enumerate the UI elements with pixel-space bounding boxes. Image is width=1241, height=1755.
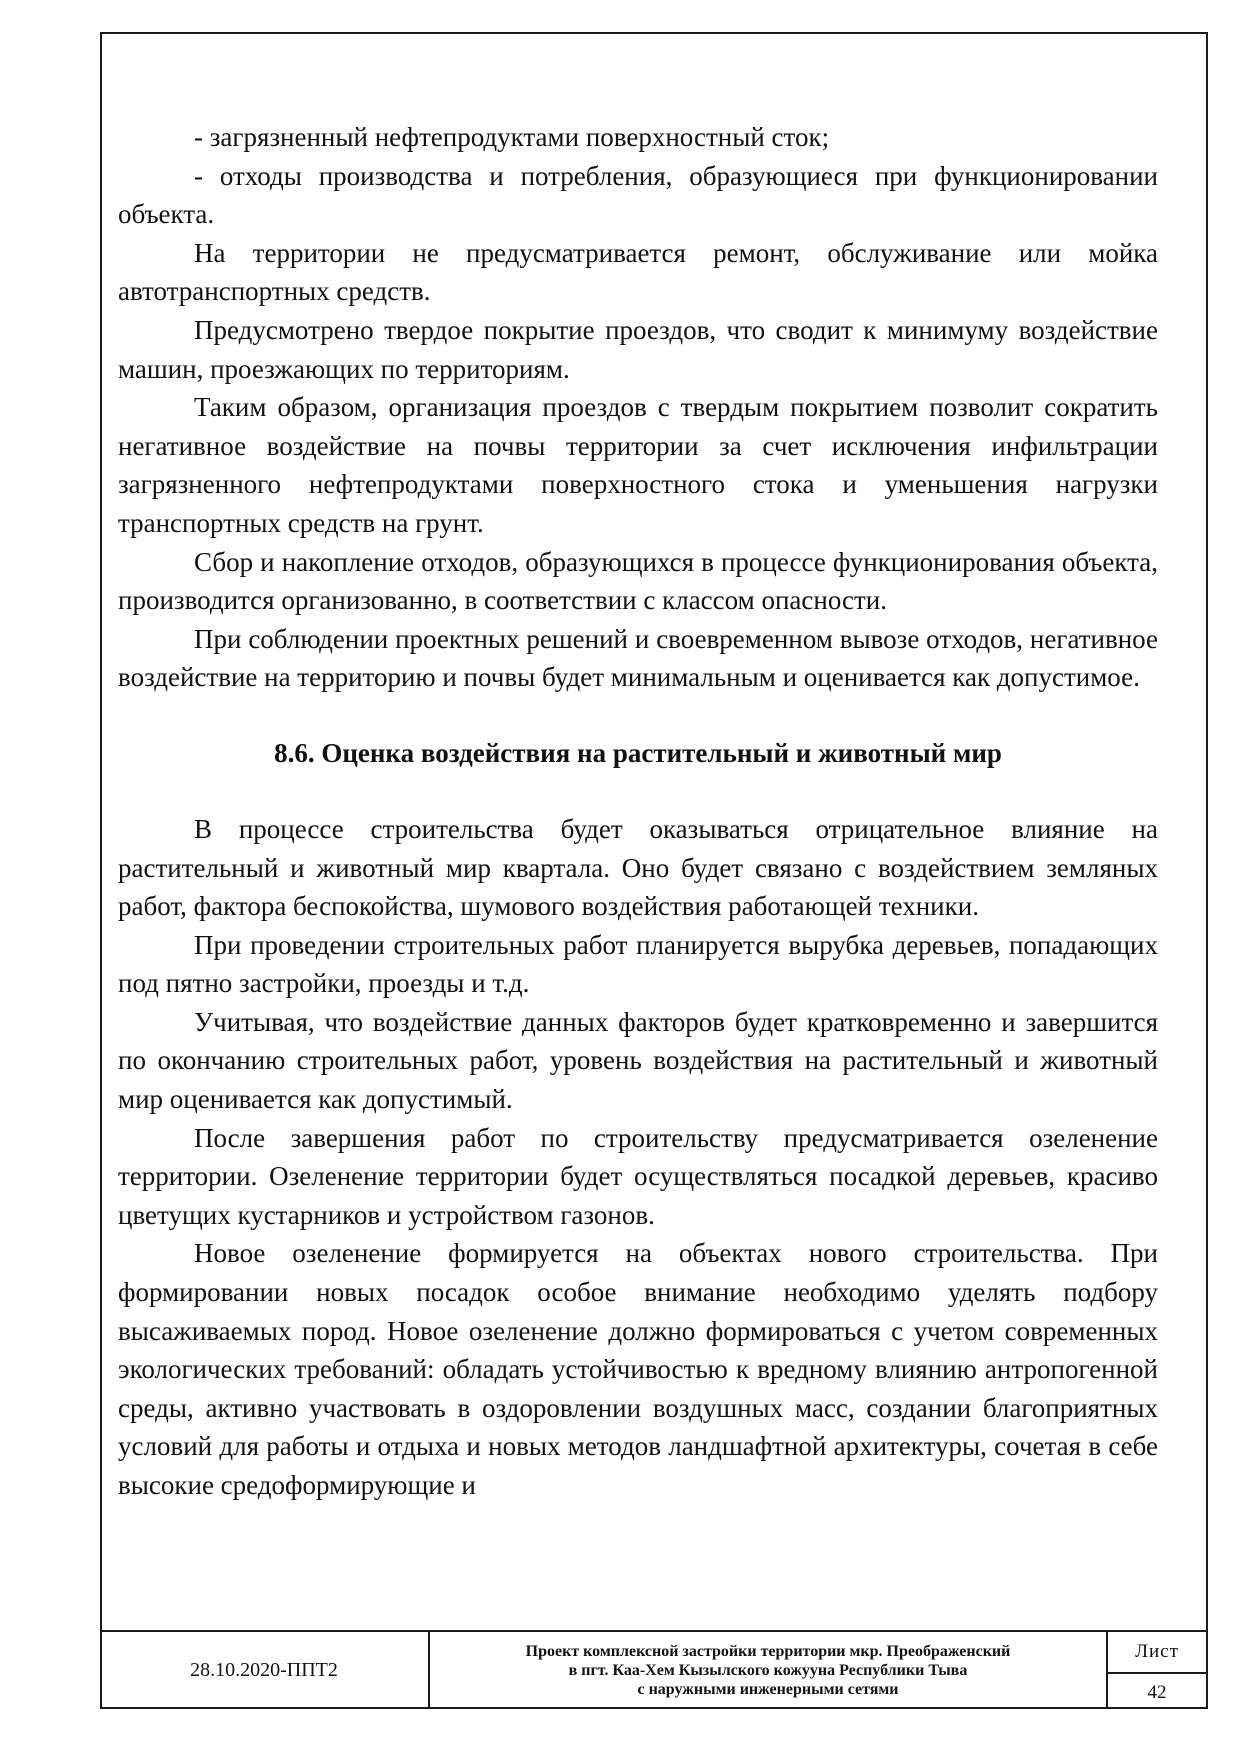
project-title-line: Проект комплексной застройки территории мкр. Преображенский — [525, 1643, 1011, 1660]
title-block — [100, 1630, 1208, 1709]
paragraph: При соблюдении проектных решений и своевременном вывозе отходов, негативное воздействие на территорию и почвы будет минимальным и оценивается как допустимое. — [118, 623, 1158, 693]
section-heading: 8.6. Оценка воздействия на растительный и животный мир — [274, 737, 1002, 768]
paragraph: На территории не предусматривается ремонт, обслуживание или мойка автотранспортных средств. — [118, 237, 1158, 307]
document-code: 28.10.2020-ППТ2 — [100, 1632, 430, 1709]
paragraph: Учитывая, что воздействие данных факторов будет кратковременно и завершится по окончанию строительных работ, уровень воздействия на растительный и животный мир оценивается как допустимый. — [118, 1006, 1158, 1115]
paragraph: В процессе строительства будет оказываться отрицательное влияние на растительный и животный мир квартала. Оно будет связано с воздействием земляных работ, фактора беспокойства, шумового воздействия работающей техники. — [118, 813, 1158, 922]
paragraph: Новое озеленение формируется на объектах нового строительства. При формировании новых посадок особое внимание необходимо уделять подбору высаживаемых пород. Новое озеленение должно формироваться с учетом современных экологических требований: обладать устойчивостью к вредному влиянию антропогенной среды, активно участвовать в оздоровлении воздушных масс, создании благоприятных условий для работы и отдыха и новых методов ландшафтной архитектуры, сочетая в себе высокие средоформирующие и — [118, 1238, 1158, 1500]
document-body — [118, 118, 1158, 1505]
paragraph: После завершения работ по строительству предусматривается озеленение территории. Озеленение территории будет осуществляться посадкой деревьев, красиво цветущих кустарников и устройством газонов. — [118, 1122, 1158, 1230]
paragraph: - загрязненный нефтепродуктами поверхностный сток; — [194, 122, 830, 152]
project-title-line: с наружными инженерными сетями — [637, 1681, 899, 1698]
paragraph: Таким образом, организация проездов с твердым покрытием позволит сократить негативное воздействие на почвы территории за счет исключения инфильтрации загрязненного нефтепродуктами поверхностного стока и уменьшения нагрузки транспортных средств на грунт. — [118, 392, 1158, 538]
project-title — [430, 1632, 1108, 1709]
sheet-cell — [1108, 1632, 1206, 1709]
paragraph: Сбор и накопление отходов, образующихся в процессе функционирования объекта, производится организованно, в соответствии с классом опасности. — [118, 546, 1158, 616]
project-title-line: в пгт. Каа-Хем Кызылского кожууна Республики Тыва — [568, 1662, 968, 1679]
sheet-label: Лист — [1108, 1632, 1206, 1674]
paragraph: - отходы производства и потребления, образующиеся при функционировании объекта. — [118, 160, 1158, 230]
paragraph: Предусмотрено твердое покрытие проездов, что сводит к минимуму воздействие машин, проезжающих по территориям. — [118, 314, 1158, 384]
sheet-number: 42 — [1147, 1681, 1167, 1703]
paragraph: При проведении строительных работ планируется вырубка деревьев, попадающих под пятно застройки, проезды и т.д. — [118, 929, 1158, 999]
